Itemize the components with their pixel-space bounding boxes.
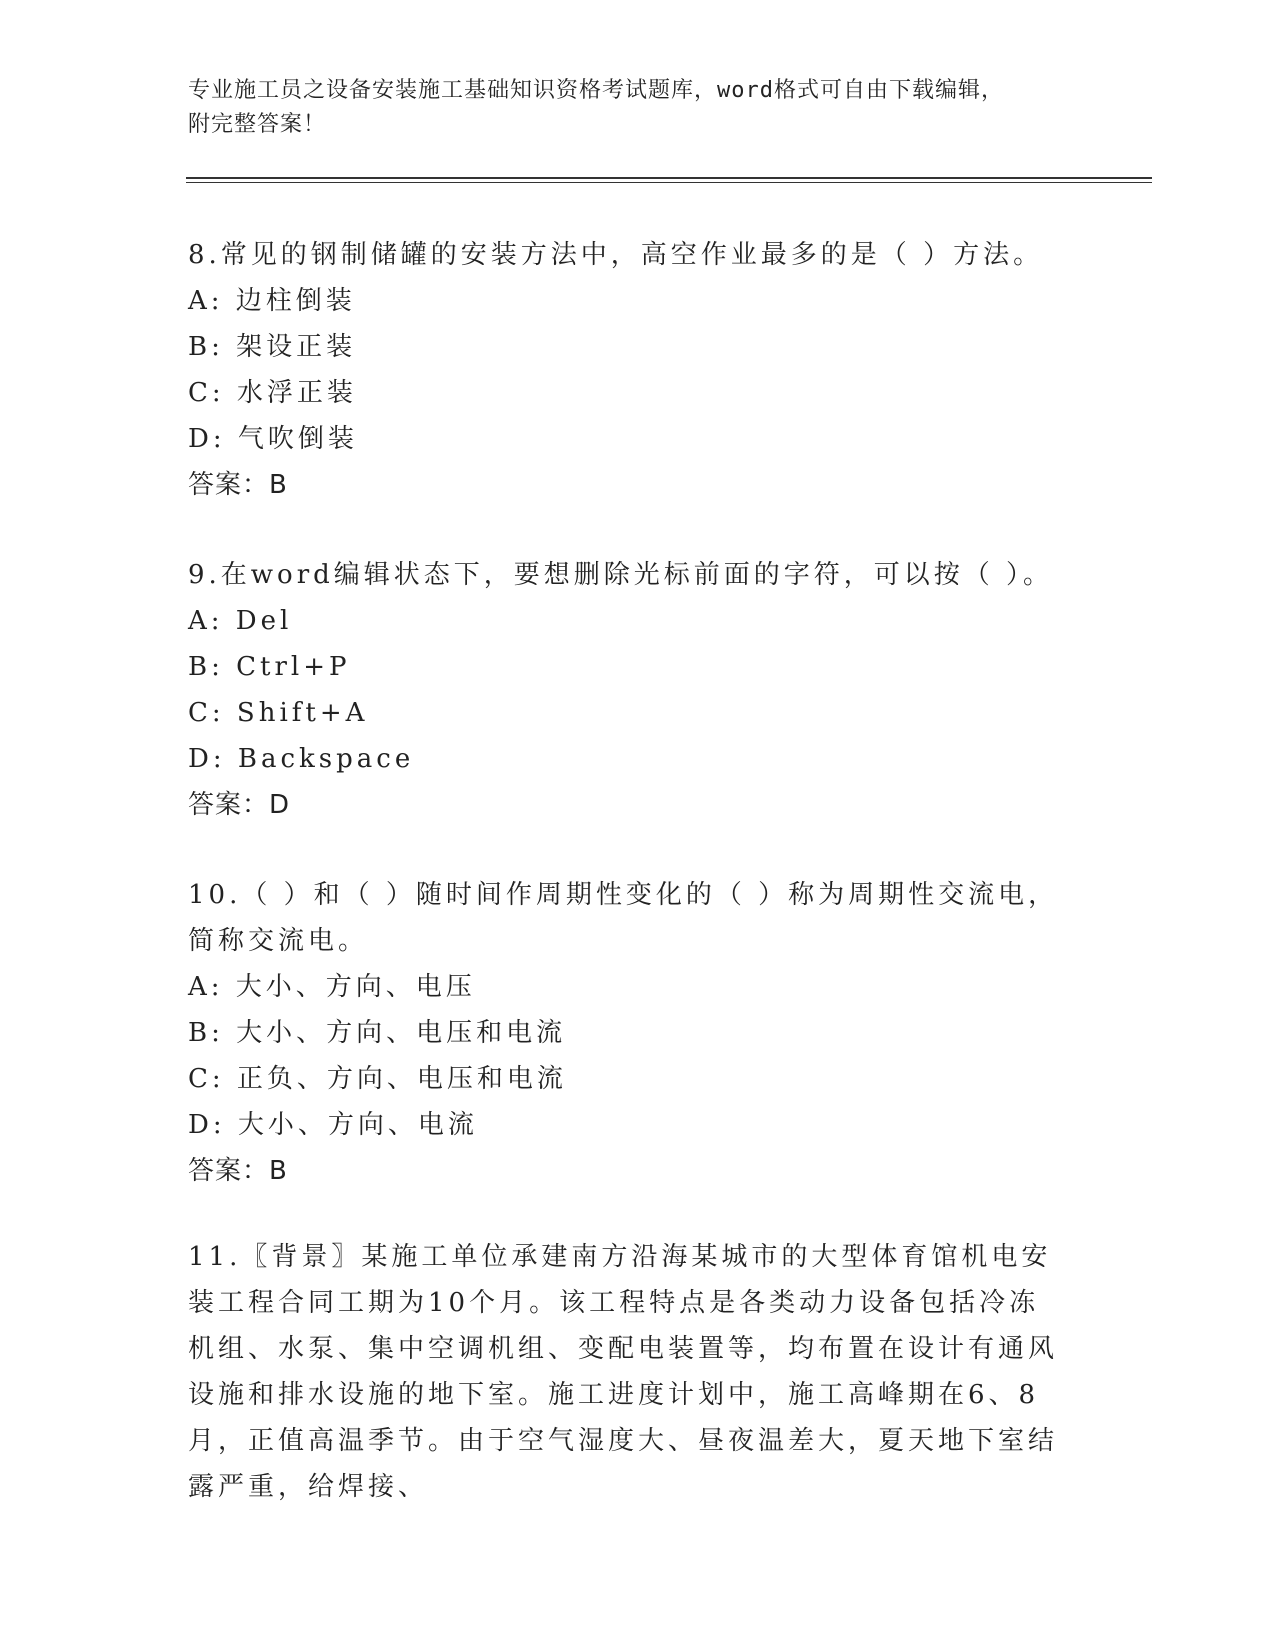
question-stem: 11.〖背景〗某施工单位承建南方沿海某城市的大型体育馆机电安装工程合同工期为10个月。该工程特点是各类动力设备包括冷冻机组、水泵、集中空调机组、变配电装置等，均布置在设计有通风设施和排水设施的地下室。施工进度计划中，施工高峰期在6、8月，正值高温季节。由于空气湿度大、昼夜温差大，夏天地下室结露严重，给焊接、	[188, 1242, 1059, 1502]
answer: 答案：B	[188, 1156, 288, 1186]
option-d: D: 气吹倒装	[188, 424, 358, 454]
option-d: D: 大小、方向、电流	[188, 1110, 478, 1140]
option-c: C: 正负、方向、电压和电流	[188, 1064, 567, 1094]
option-c: C: 水浮正装	[188, 378, 357, 408]
option-a: A: Del	[188, 606, 293, 636]
option-b: B: 大小、方向、电压和电流	[188, 1018, 567, 1048]
answer: 答案：D	[188, 790, 291, 820]
option-a: A: 大小、方向、电压	[188, 972, 476, 1002]
question-stem: 9.在word编辑状态下，要想删除光标前面的字符，可以按（ ）。	[188, 560, 1054, 590]
option-c: C: Shift+A	[188, 698, 369, 728]
option-b: B: 架设正装	[188, 332, 357, 362]
answer: 答案：B	[188, 470, 288, 500]
option-a: A: 边柱倒装	[188, 286, 356, 316]
header-divider	[186, 177, 1152, 183]
question-10	[188, 872, 1068, 1194]
option-d: D: Backspace	[188, 744, 415, 774]
document-header	[188, 74, 1088, 142]
question-11	[188, 1234, 1068, 1510]
header-line-2: 附完整答案！	[188, 112, 327, 137]
question-8	[188, 232, 1068, 508]
question-stem: 10.（ ）和（ ）随时间作周期性变化的（ ）称为周期性交流电，简称交流电。	[188, 880, 1059, 956]
question-stem: 8.常见的钢制储罐的安装方法中，高空作业最多的是（ ）方法。	[188, 240, 1044, 270]
question-9	[188, 552, 1068, 828]
header-line-1: 专业施工员之设备安装施工基础知识资格考试题库，word格式可自由下载编辑，	[188, 78, 1004, 103]
option-b: B: Ctrl+P	[188, 652, 351, 682]
